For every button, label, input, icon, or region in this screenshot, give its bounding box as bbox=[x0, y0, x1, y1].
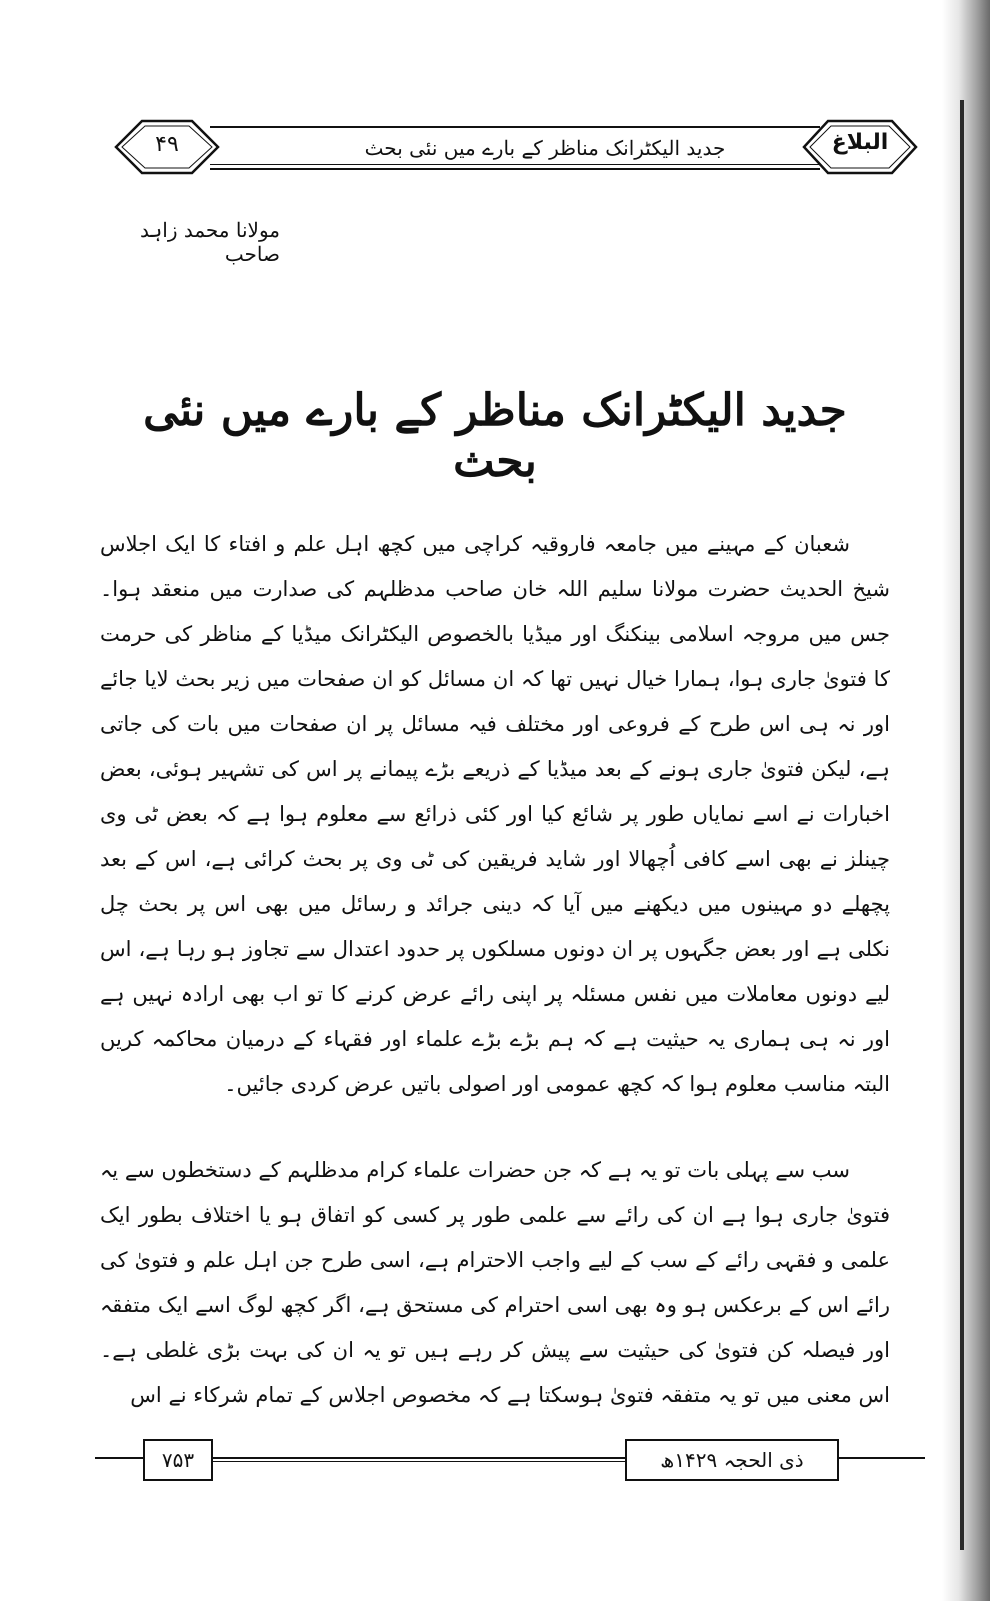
binding-rule bbox=[960, 100, 964, 1550]
page-binding-edge bbox=[942, 0, 990, 1601]
footer-rule-right bbox=[839, 1457, 925, 1459]
header-rule-inner bbox=[210, 164, 820, 165]
article-title: جدید الیکٹرانک مناظر کے بارے میں نئی بحث bbox=[143, 385, 847, 487]
article-author: مولانا محمد زاہد صاحب bbox=[140, 218, 280, 266]
page-footer bbox=[95, 1433, 925, 1483]
header-page-number: ۴۹ bbox=[155, 132, 179, 157]
header-page-number-badge bbox=[112, 118, 222, 176]
footer-issue-date: ذی الحجہ ۱۴۲۹ھ bbox=[625, 1439, 839, 1481]
journal-logo-text: البلاغ bbox=[831, 130, 889, 155]
journal-logo bbox=[800, 118, 920, 176]
footer-rule-middle bbox=[213, 1457, 625, 1459]
footer-page-number: ۷۵۳ bbox=[143, 1439, 213, 1481]
footer-rule-left bbox=[95, 1457, 143, 1459]
header-rule-bottom bbox=[210, 168, 820, 170]
article-paragraph-1: شعبان کے مہینے میں جامعہ فاروقیہ کراچی میں کچھ اہل علم و افتاء کا ایک اجلاس شیخ الحدیث حضرت مولانا سلیم اللہ خان صاحب مدظلہم کی صدارت میں منعقد ہوا۔ جس میں مروجہ اسلامی بینکنگ اور میڈیا بالخصوص الیکٹرانک میڈیا کے مناظر کی حرمت کا فتویٰ جاری ہوا، ہمارا خیال نہیں تھا کہ ان مسائل کو ان صفحات میں زیر بحث لایا جائے اور نہ ہی اس طرح کے فروعی اور مختلف فیہ مسائل پر ان صفحات میں بات کی جاتی ہے، لیکن فتویٰ جاری ہونے کے بعد میڈیا کے ذریعے بڑے پیمانے پر اس کی تشہیر ہوئی، بعض اخبارات نے اسے نمایاں طور پر شائع کیا اور کئی ذرائع سے معلوم ہوا ہے کہ بعض ٹی وی چینلز نے بھی اسے کافی اُچھالا اور شاید فریقین کی ٹی وی پر بحث کرائی ہے، اس کے بعد پچھلے دو مہینوں میں دیکھنے میں آیا کہ دینی جرائد و رسائل میں بھی اس پر بحث چل نکلی ہے اور بعض جگہوں پر ان دونوں مسلکوں پر حدود اعتدال سے تجاوز ہو رہا ہے، اس لیے دونوں معاملات میں نفس مسئلہ پر اپنی رائے عرض کرنے کا تو اب بھی ارادہ نہیں ہے اور نہ ہی ہماری یہ حیثیت ہے کہ ہم بڑے بڑے علماء اور فقہاء کے درمیان محاکمہ کریں البتہ مناسب معلوم ہوا کہ کچھ عمومی اور اصولی باتیں عرض کردی جائیں۔ bbox=[100, 532, 890, 1096]
article-paragraph-2: سب سے پہلی بات تو یہ ہے کہ جن حضرات علماء کرام مدظلہم کے دستخطوں سے یہ فتویٰ جاری ہوا ہے ان کی رائے سے علمی طور پر کسی کو اتفاق ہو یا اختلاف بطور ایک علمی و فقہی رائے کے سب کے لیے واجب الاحترام ہے، اسی طرح جن اہل علم و فتویٰ کی رائے اس کے برعکس ہو وہ بھی اسی احترام کی مستحق ہے، اگر کچھ لوگ اسے ایک متفقہ اور فیصلہ کن فتویٰ کی حیثیت سے پیش کر رہے ہیں تو یہ ان کی بہت بڑی غلطی ہے۔ اس معنی میں تو یہ متفقہ فتویٰ ہوسکتا ہے کہ مخصوص اجلاس کے تمام شرکاء نے اس bbox=[100, 1158, 890, 1407]
running-title: جدید الیکٹرانک مناظر کے بارے میں نئی بحث bbox=[364, 136, 726, 160]
page-header bbox=[100, 118, 930, 178]
header-rule-top bbox=[210, 126, 820, 128]
footer-rule-middle-inner bbox=[213, 1461, 625, 1462]
